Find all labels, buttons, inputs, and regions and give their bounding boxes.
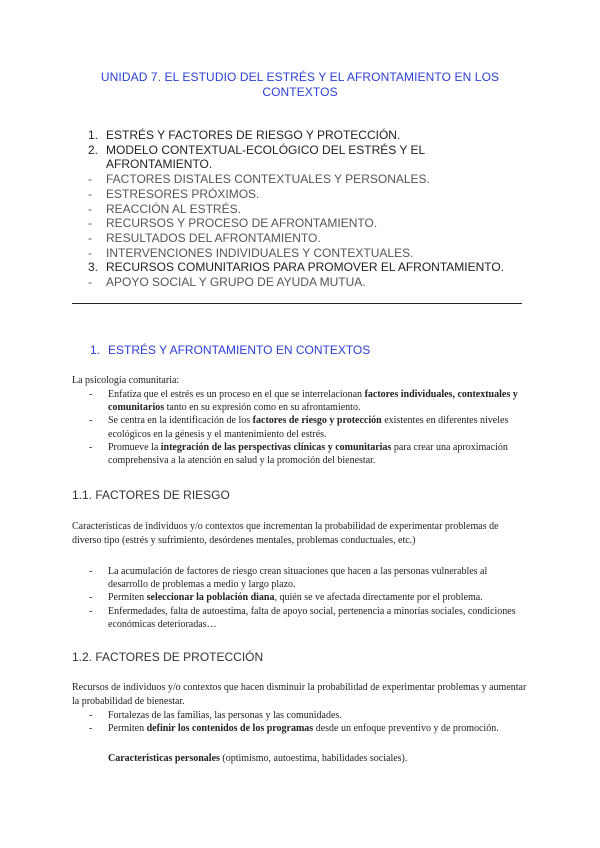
toc-item bbox=[88, 143, 528, 172]
protection-bullet-list bbox=[72, 709, 527, 735]
bullet-text bbox=[108, 722, 527, 735]
bullet-text bbox=[108, 605, 527, 631]
toc-item bbox=[88, 187, 528, 202]
risk-definition: Características de individuos y/o contextos que incrementan la probabilidad de experimentar problemas de diverso tipo (estrés y sufrimiento, desórdenes mentales, problemas conductuales, etc.) bbox=[72, 521, 499, 546]
bullet-text-post: para crear una aproximación comprehensiva a la atención en salud y la promoción del bienestar. bbox=[108, 441, 508, 467]
protection-definition: Recursos de individuos y/o contextos que hacen disminuir la probabilidad de experimentar problemas y aumentar la probabilidad de bienestar. bbox=[72, 682, 527, 707]
personal-characteristics bbox=[108, 752, 528, 765]
table-of-contents bbox=[88, 128, 528, 290]
toc-item bbox=[88, 246, 528, 261]
bullet-text bbox=[108, 388, 527, 414]
bullet-marker: - bbox=[89, 710, 93, 721]
bullet-text bbox=[108, 414, 527, 440]
bullet-text bbox=[108, 591, 527, 604]
toc-marker: 1. bbox=[88, 128, 99, 142]
toc-item bbox=[88, 128, 528, 143]
bullet-text bbox=[108, 441, 527, 467]
toc-text: FACTORES DISTALES CONTEXTUALES Y PERSONALES. bbox=[106, 172, 430, 187]
protection-heading: 1.2. FACTORES DE PROTECCIÓN bbox=[72, 650, 264, 664]
bullet-text-pre: Fortalezas de las familias, las personas y las comunidades. bbox=[108, 710, 342, 721]
bullet-text-pre: Se centra en la identificación de los bbox=[108, 415, 253, 427]
section-number: 1. bbox=[90, 343, 101, 357]
bullet-item bbox=[72, 414, 527, 440]
bullet-text-bold: factores individuales, contextuales y comunitarios bbox=[108, 389, 518, 414]
bullet-text bbox=[108, 709, 527, 722]
toc-marker: 2. bbox=[88, 142, 99, 157]
bullet-item bbox=[72, 591, 527, 604]
toc-marker: - bbox=[88, 245, 92, 260]
toc-item bbox=[88, 172, 528, 187]
bullet-item bbox=[72, 565, 527, 591]
toc-text: ESTRESORES PRÓXIMOS. bbox=[106, 186, 260, 201]
bullet-marker: - bbox=[89, 605, 93, 617]
bullet-text-bold: seleccionar la población diana bbox=[146, 592, 275, 604]
bullet-text-pre: Enfermedades, falta de autoestima, falta de apoyo social, pertenencia a minorías sociales, condiciones económicas deterioradas… bbox=[108, 605, 516, 630]
bullet-item bbox=[72, 722, 527, 735]
toc-marker: - bbox=[88, 230, 92, 245]
personal-characteristics-bold: Características personales bbox=[108, 753, 220, 764]
bullet-item bbox=[72, 605, 527, 631]
risk-heading: 1.1. FACTORES DE RIESGO bbox=[72, 488, 230, 502]
bullet-text-pre: Permiten bbox=[108, 592, 147, 604]
toc-marker: - bbox=[88, 172, 92, 187]
bullet-text-bold: integración de las perspectivas clínicas y comunitarias bbox=[160, 441, 392, 453]
bullet-marker: - bbox=[89, 441, 93, 453]
section-title: ESTRÉS Y AFRONTAMIENTO EN CONTEXTOS bbox=[108, 343, 371, 357]
toc-text: ESTRÉS Y FACTORES DE RIESGO Y PROTECCIÓN. bbox=[106, 128, 401, 142]
divider-line bbox=[72, 303, 522, 304]
risk-bullet-list bbox=[72, 565, 527, 631]
toc-item bbox=[88, 260, 528, 275]
bullet-marker: - bbox=[89, 566, 93, 577]
bullet-marker: - bbox=[89, 723, 93, 735]
bullet-text-pre: Promueve la bbox=[108, 441, 161, 453]
toc-marker: - bbox=[88, 275, 92, 290]
toc-marker: - bbox=[88, 186, 92, 201]
bullet-text-pre: La acumulación de factores de riesgo crean situaciones que hacen a las personas vulnerables al desarrollo de problemas a medio y largo plazo. bbox=[108, 566, 488, 591]
bullet-text-pre: Permiten bbox=[108, 723, 147, 735]
bullet-marker: - bbox=[89, 389, 93, 400]
bullet-text bbox=[108, 565, 527, 591]
bullet-text-post: existentes en diferentes niveles ecológicos en la génesis y el mantenimiento del estrés. bbox=[108, 415, 509, 440]
personal-characteristics-rest: (optimismo, autoestima, habilidades sociales). bbox=[219, 753, 408, 764]
toc-text: RECURSOS Y PROCESO DE AFRONTAMIENTO. bbox=[106, 216, 378, 231]
intro-text: La psicología comunitaria: bbox=[72, 375, 180, 386]
toc-text: MODELO CONTEXTUAL-ECOLÓGICO DEL ESTRÉS Y EL AFRONTAMIENTO. bbox=[106, 142, 425, 172]
toc-marker: - bbox=[88, 201, 92, 216]
toc-item bbox=[88, 202, 528, 217]
toc-marker: 3. bbox=[88, 260, 99, 275]
toc-text: INTERVENCIONES INDIVIDUALES Y CONTEXTUALES. bbox=[106, 245, 414, 260]
toc-item bbox=[88, 275, 528, 290]
document-title: UNIDAD 7. EL ESTUDIO DEL ESTRÉS Y EL AFRONTAMIENTO EN LOS CONTEXTOS bbox=[100, 70, 500, 99]
bullet-text-bold: definir los contenidos de los programas bbox=[146, 723, 314, 735]
intro-bullet-list bbox=[72, 388, 527, 467]
bullet-item bbox=[72, 709, 527, 722]
toc-item bbox=[88, 216, 528, 231]
toc-text: APOYO SOCIAL Y GRUPO DE AYUDA MUTUA. bbox=[106, 275, 366, 290]
toc-marker: - bbox=[88, 216, 92, 231]
toc-text: RECURSOS COMUNITARIOS PARA PROMOVER EL AFRONTAMIENTO. bbox=[106, 260, 505, 275]
bullet-marker: - bbox=[89, 415, 93, 427]
bullet-marker: - bbox=[89, 592, 93, 604]
bullet-text-post: tanto en su expresión como en su afrontamiento. bbox=[164, 402, 361, 414]
toc-text: RESULTADOS DEL AFRONTAMIENTO. bbox=[106, 230, 321, 245]
toc-item bbox=[88, 231, 528, 246]
bullet-text-post: , quién se ve afectada directamente por el problema. bbox=[274, 592, 483, 604]
bullet-text-pre: Enfatiza que el estrés es un proceso en el que se interrelacionan bbox=[108, 389, 365, 400]
toc-text: REACCIÓN AL ESTRÉS. bbox=[106, 201, 241, 216]
bullet-text-post: desde un enfoque preventivo y de promoción. bbox=[313, 723, 499, 735]
bullet-item bbox=[72, 388, 527, 414]
bullet-item bbox=[72, 441, 527, 467]
section-heading bbox=[90, 343, 370, 357]
bullet-text-bold: factores de riesgo y protección bbox=[252, 415, 382, 427]
